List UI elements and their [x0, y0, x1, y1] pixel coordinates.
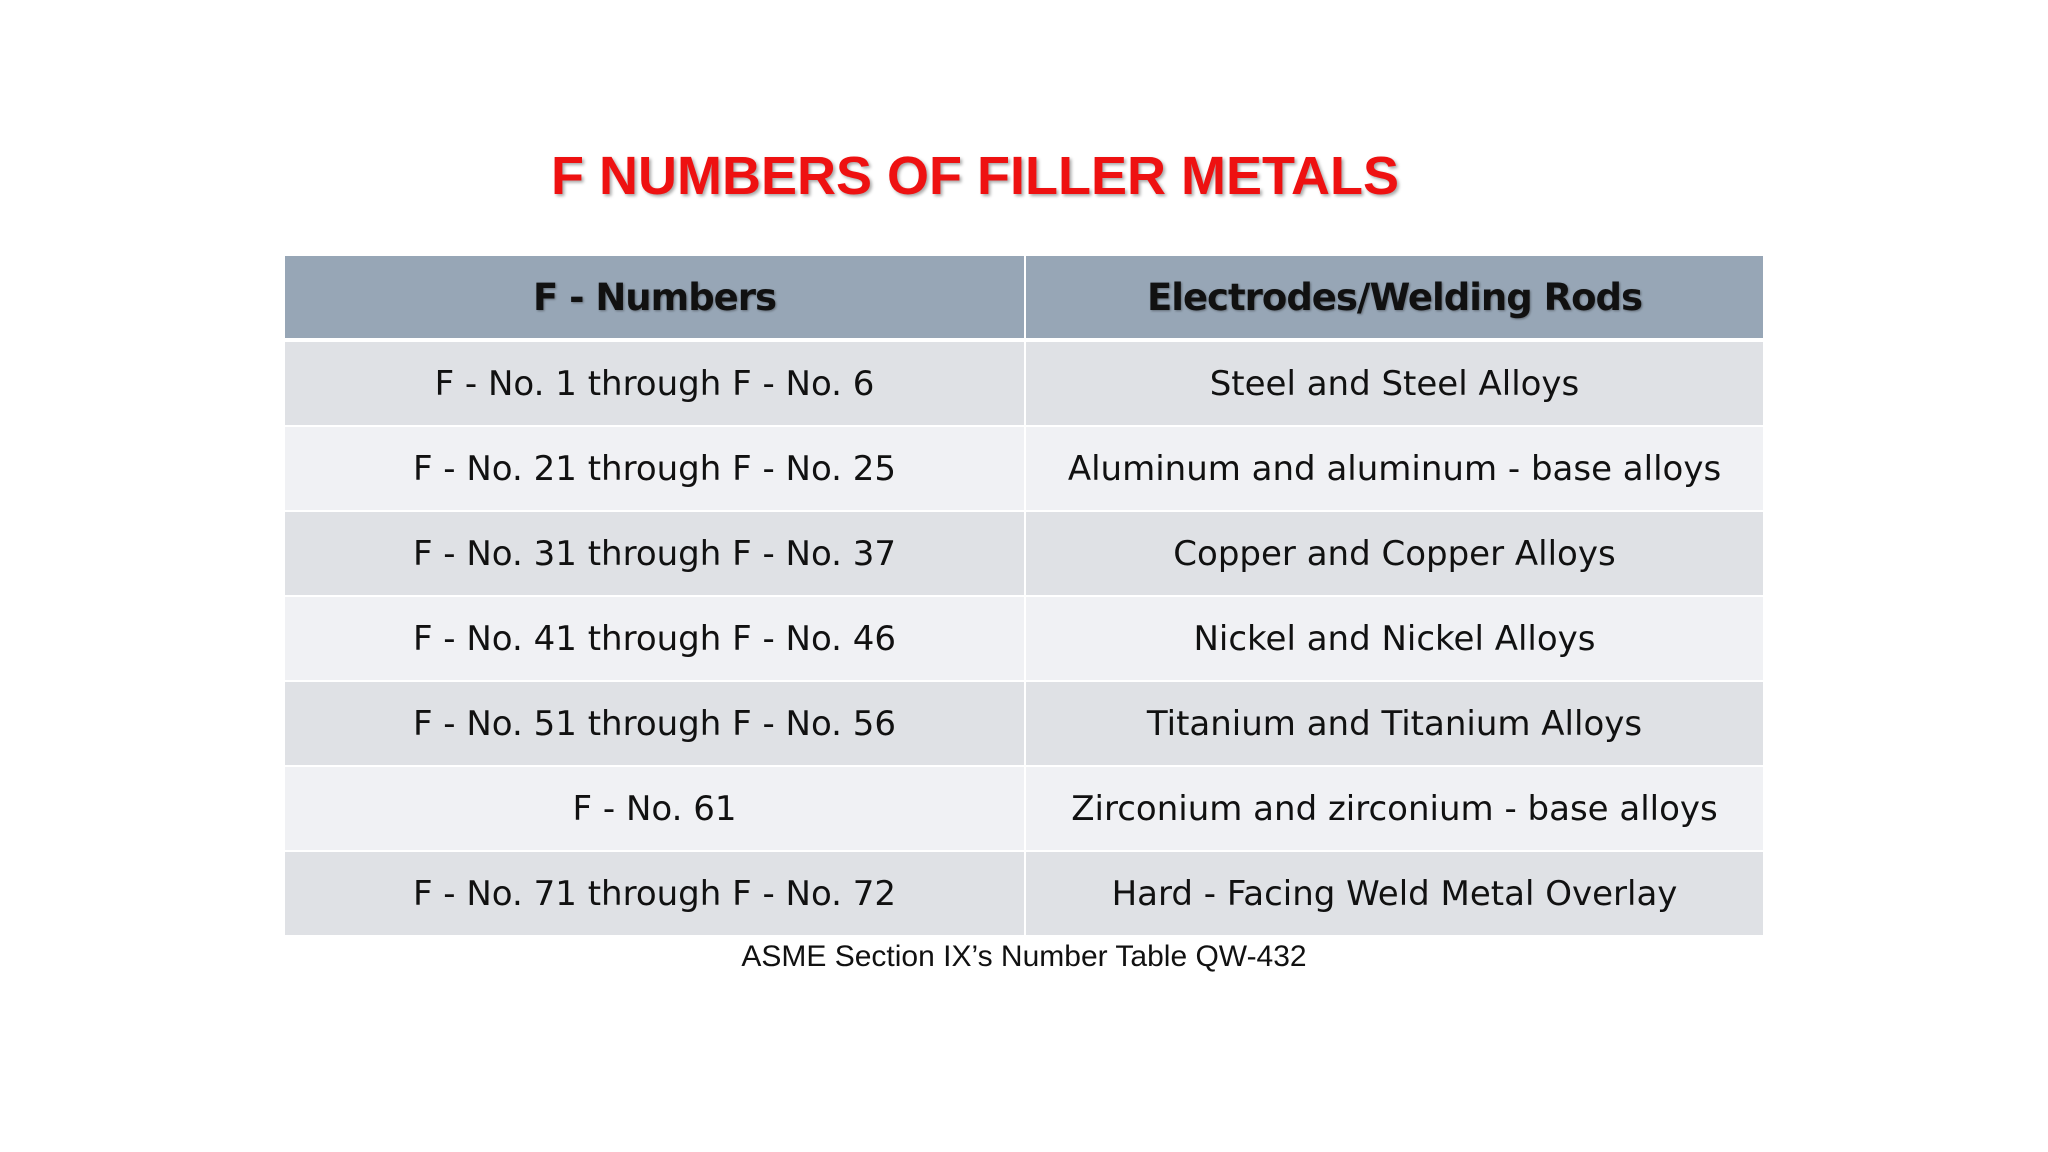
header-electrodes: Electrodes/Welding Rods — [1025, 256, 1763, 340]
f-number-cell: F - No. 61 — [285, 766, 1025, 851]
table-row — [285, 426, 1763, 511]
electrode-cell: Steel and Steel Alloys — [1025, 340, 1763, 426]
f-number-cell: F - No. 21 through F - No. 25 — [285, 426, 1025, 511]
table-row — [285, 851, 1763, 936]
electrode-cell: Titanium and Titanium Alloys — [1025, 681, 1763, 766]
f-number-cell: F - No. 31 through F - No. 37 — [285, 511, 1025, 596]
header-f-numbers: F - Numbers — [285, 256, 1025, 340]
table-header-row — [285, 256, 1763, 340]
table — [285, 256, 1763, 937]
table-row — [285, 511, 1763, 596]
table-row — [285, 340, 1763, 426]
f-number-cell: F - No. 51 through F - No. 56 — [285, 681, 1025, 766]
electrode-cell: Nickel and Nickel Alloys — [1025, 596, 1763, 681]
electrode-cell: Hard - Facing Weld Metal Overlay — [1025, 851, 1763, 936]
electrode-cell: Aluminum and aluminum - base alloys — [1025, 426, 1763, 511]
table-row — [285, 681, 1763, 766]
slide-title: F NUMBERS OF FILLER METALS — [551, 146, 1399, 206]
f-number-cell: F - No. 1 through F - No. 6 — [285, 340, 1025, 426]
f-number-cell: F - No. 41 through F - No. 46 — [285, 596, 1025, 681]
electrode-cell: Copper and Copper Alloys — [1025, 511, 1763, 596]
filler-metals-table — [285, 256, 1763, 937]
table-caption: ASME Section IX’s Number Table QW-432 — [741, 940, 1307, 973]
f-number-cell: F - No. 71 through F - No. 72 — [285, 851, 1025, 936]
table-row — [285, 596, 1763, 681]
electrode-cell: Zirconium and zirconium - base alloys — [1025, 766, 1763, 851]
table-row — [285, 766, 1763, 851]
